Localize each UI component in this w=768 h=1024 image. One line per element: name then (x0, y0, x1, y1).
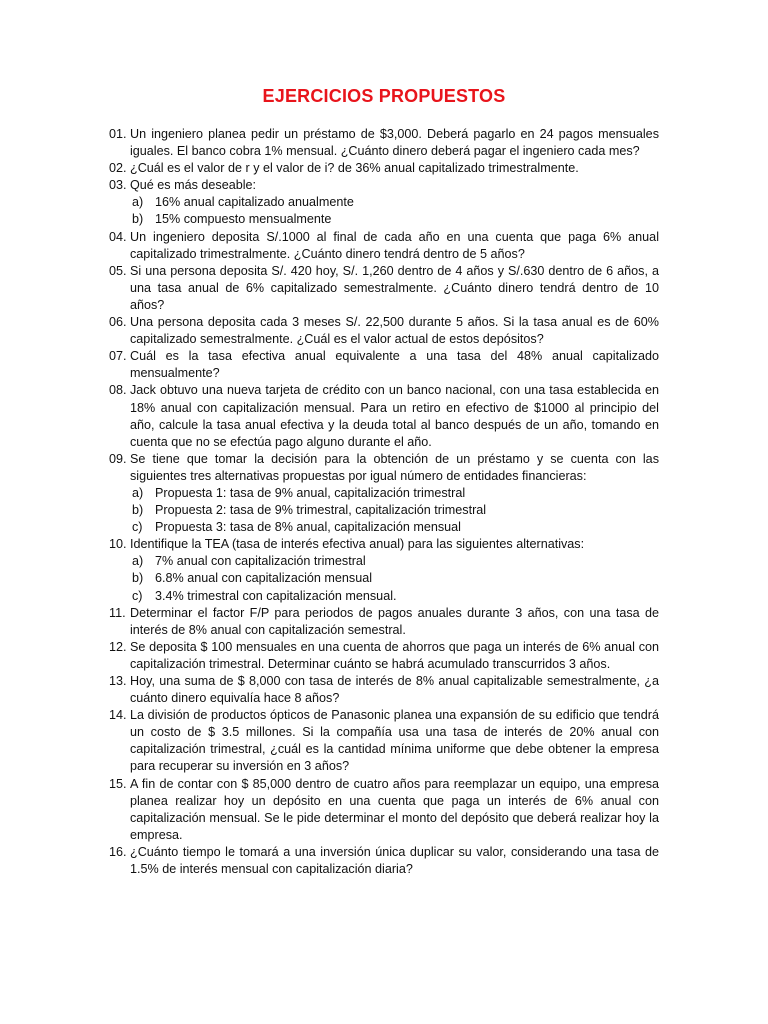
exercise-option (130, 194, 659, 211)
exercise-options (130, 485, 659, 536)
exercise-item (109, 263, 659, 314)
exercise-option (130, 570, 659, 587)
option-text: 6.8% anual con capitalización mensual (155, 571, 373, 586)
exercise-option (130, 502, 659, 519)
exercise-number: 16. (109, 844, 127, 859)
exercise-list (109, 126, 659, 878)
exercise-number: 07. (109, 349, 127, 364)
exercise-options (130, 194, 659, 228)
exercise-text: Si una persona deposita S/. 420 hoy, S/. 1,260 dentro de 4 años y S/.630 dentro de 6 años, a una tasa anual de 6% capitalizado semestralmente. ¿Cuánto dinero tendrá dentro de 10 años? (130, 263, 659, 312)
exercise-text: Determinar el factor F/P para periodos de pagos anuales durante 3 años, con una tasa de interés de 8% anual con capitalización semestral. (130, 605, 659, 637)
option-text: Propuesta 2: tasa de 9% trimestral, capitalización trimestral (155, 503, 487, 518)
exercise-item (109, 314, 659, 348)
exercise-text: ¿Cuánto tiempo le tomará a una inversión única duplicar su valor, considerando una tasa de 1.5% de interés mensual con capitalización diaria? (130, 844, 659, 877)
exercise-number: 06. (109, 315, 127, 330)
exercise-item (109, 382, 659, 450)
exercise-item (109, 229, 659, 263)
option-text: Propuesta 1: tasa de 9% anual, capitalización trimestral (155, 485, 466, 500)
exercise-number: 14. (109, 708, 127, 723)
exercise-number: 08. (109, 383, 127, 398)
option-letter: c) (132, 520, 143, 535)
exercise-options (130, 553, 659, 604)
exercise-option (130, 553, 659, 570)
exercise-number: 15. (109, 776, 127, 791)
exercise-item (109, 673, 659, 707)
exercise-number: 01. (109, 127, 127, 141)
option-letter: c) (132, 588, 143, 603)
exercise-item (109, 707, 659, 775)
exercise-text: ¿Cuál es el valor de r y el valor de i? de 36% anual capitalizado trimestralmente. (130, 161, 579, 176)
exercise-item (109, 536, 659, 604)
exercise-item (109, 844, 659, 878)
exercise-text: La división de productos ópticos de Panasonic planea una expansión de su edificio que tendrá un costo de $ 3.5 millones. Si la compañía usa una tasa de interés de 20% anual con capitalización trimestral, ¿cuál es la cantidad mínima uniforme que debe obtener la empresa para recuperar su inversión en 3 años? (130, 708, 659, 774)
exercise-item (109, 177, 659, 228)
exercise-option (130, 519, 659, 536)
exercise-option (130, 588, 659, 605)
exercise-item (109, 451, 659, 536)
option-text: Propuesta 3: tasa de 8% anual, capitalización mensual (155, 520, 461, 535)
exercise-item (109, 126, 659, 160)
option-letter: a) (132, 485, 144, 500)
exercise-text: Un ingeniero planea pedir un préstamo de $3,000. Deberá pagarlo en 24 pagos mensuales iguales. El banco cobra 1% mensual. ¿Cuánto dinero deberá pagar el ingeniero cada mes? (130, 127, 659, 159)
exercise-text: Una persona deposita cada 3 meses S/. 22,500 durante 5 años. Si la tasa anual es de 60% capitalizado semestralmente. ¿Cuál es el valor actual de estos depósitos? (130, 315, 659, 347)
option-text: 7% anual con capitalización trimestral (155, 554, 366, 569)
exercise-number: 05. (109, 263, 127, 278)
exercise-text: A fin de contar con $ 85,000 dentro de cuatro años para reemplazar un equipo, una empresa planea realizar hoy un depósito en una cuenta que paga un interés de 6% anual con capitalización mensual. Se le pide determinar el monto del depósito que deberá realizar hoy la empresa. (130, 776, 659, 842)
option-text: 16% anual capitalizado anualmente (155, 195, 354, 210)
exercise-text: Cuál es la tasa efectiva anual equivalente a una tasa del 48% anual capitalizado mensualmente? (130, 349, 659, 381)
exercise-text: Se deposita $ 100 mensuales en una cuenta de ahorros que paga un interés de 6% anual con capitalización trimestral. Determinar cuánto se habrá acumulado transcurridos 3 años. (130, 639, 659, 671)
option-letter: a) (132, 195, 144, 210)
option-letter: b) (132, 571, 144, 586)
exercise-number: 13. (109, 674, 127, 688)
exercise-item (109, 348, 659, 382)
exercise-number: 10. (109, 537, 127, 552)
exercise-number: 09. (109, 451, 127, 466)
exercise-text: Se tiene que tomar la decisión para la obtención de un préstamo y se cuenta con las siguientes tres alternativas propuestas por igual número de entidades financieras: (130, 451, 659, 483)
exercise-text: Qué es más deseable: (130, 178, 257, 193)
option-letter: a) (132, 554, 144, 569)
exercise-number: 03. (109, 178, 127, 193)
exercise-option (130, 485, 659, 502)
exercise-number: 02. (109, 161, 127, 176)
exercise-text: Un ingeniero deposita S/.1000 al final de cada año en una cuenta que paga 6% anual capitalizado trimestralmente. ¿Cuánto dinero tendrá dentro de 5 años? (130, 229, 659, 261)
exercise-item (109, 776, 659, 844)
option-letter: b) (132, 212, 144, 227)
option-text: 15% compuesto mensualmente (155, 212, 332, 227)
exercise-number: 11. (109, 605, 126, 620)
exercise-text: Jack obtuvo una nueva tarjeta de crédito con un banco nacional, con una tasa establecida en 18% anual con capitalización mensual. Para un retiro en efectivo de $1000 al principio del año, calcule la tasa anual efectiva y la deuda total al banco después de un año, tomando en cuenta que no se efectúa pago alguno durante el año. (130, 383, 659, 449)
exercise-text: Hoy, una suma de $ 8,000 con tasa de interés de 8% anual capitalizable semestralmente, ¿a cuánto dinero equivalía hace 8 años? (130, 674, 659, 706)
exercise-item (109, 639, 659, 673)
exercise-item (109, 160, 659, 177)
exercise-number: 12. (109, 639, 127, 654)
exercise-option (130, 211, 659, 228)
exercise-item (109, 605, 659, 639)
exercise-text: Identifique la TEA (tasa de interés efectiva anual) para las siguientes alternativas: (130, 537, 585, 552)
exercise-number: 04. (109, 229, 127, 244)
option-text: 3.4% trimestral con capitalización mensual. (155, 588, 397, 603)
option-letter: b) (132, 503, 144, 518)
page-title: EJERCICIOS PROPUESTOS (262, 86, 506, 106)
